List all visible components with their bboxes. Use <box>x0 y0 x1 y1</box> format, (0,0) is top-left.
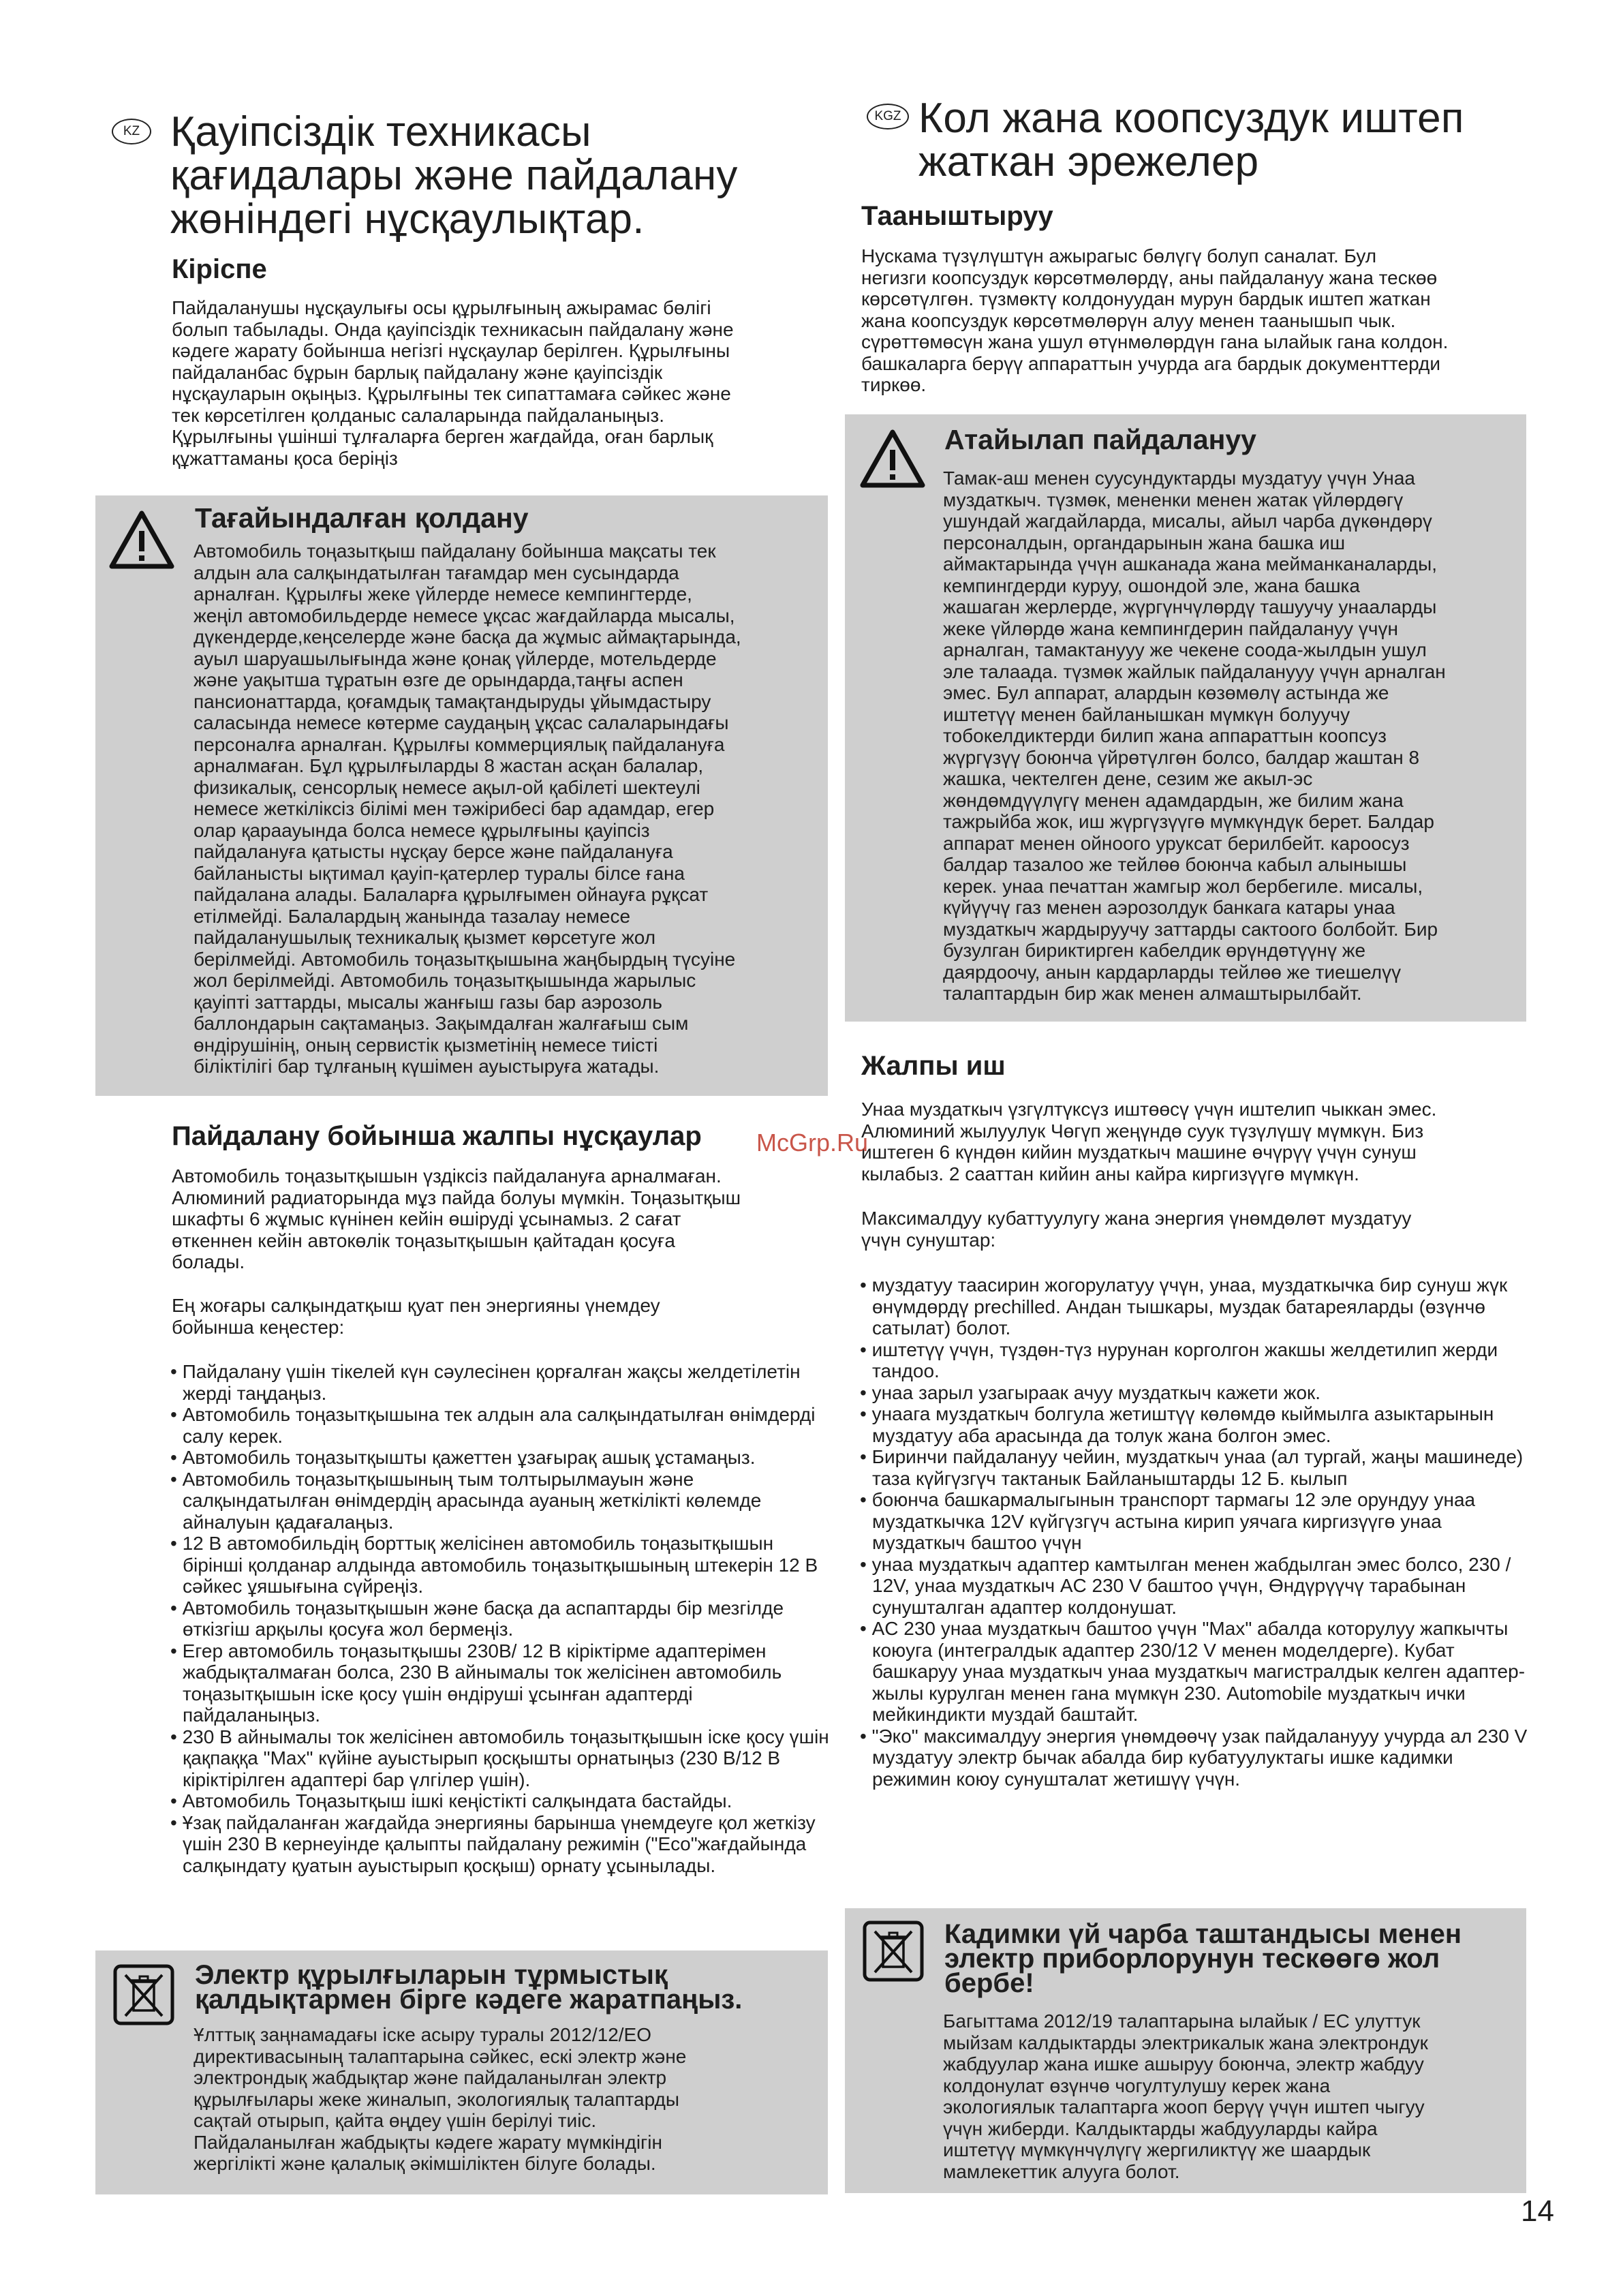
list-item: • боюнча башкармалыгынын транспорт тармагы 12 эле орундуу унаа муздаткычка 12V күйгүзгүч астына кирип уячага киргизүүгө унаа муздаткыч баштоо үчүн <box>860 1489 1534 1554</box>
intended-use-box-kz <box>95 495 828 1096</box>
intended-use-box-kgz <box>845 414 1526 1022</box>
page-number: 14 <box>1521 2194 1554 2228</box>
list-item: • 230 В айнымалы ток желісінен автомобиль тоңазытқышын іске қосу үшін қақпаққа "Max" күйіне ауыстырып қосқышты орнатыңыз (230 В/12 В кіріктірілген адаптері бар үлгілер үшін). <box>170 1726 831 1791</box>
tips-list-kz <box>170 1361 831 1876</box>
list-item: • Биринчи пайдалануу чейин, муздаткыч унаа (ал тургай, жаңы машинеде) таза күйгүзгүч тактанык Байланыштарды 12 Б. кылып <box>860 1446 1534 1489</box>
list-item: • AC 230 унаа муздаткыч баштоо үчүн "Max" абалда которулуу жапкычты коюуга (интегралдык адаптер 230/12 V менен моделдерге). Кубат башкаруу унаа муздаткыч унаа муздаткыч магистралдык келген адаптер-жылы курулган менен гана мүмкүн 230. Automobile муздаткыч ички мейкиндикти муздай баштайт. <box>860 1618 1534 1726</box>
list-item: • Автомобиль тоңазытқышын және басқа да аспаптарды бір мезгілде өткізгіш арқылы қосуға жол бермеңіз. <box>170 1597 831 1640</box>
intro-text-kgz: Нускама түзүлүштүн ажырагыс бөлүгү болуп саналат. Бул негизги коопсуздук көрсөтмөлөрдү, аны пайдалануу жана тескөө көрсөтүлгөн. түзмөктү колдонуудан мурун бардык иштеп жаткан жана коопсуздук көрсөтмөлөрүн алуу менен таанышып чык. сүрөттөмөсүн жана ушул өтүнмөлөрдүн гана ылайык гана колдон. башкаларга берүү аппараттын учурда ага бардык документтерди тиркөө. <box>861 245 1449 395</box>
intended-use-text-kz: Автомобиль тоңазытқыш пайдалану бойынша мақсаты тек алдын ала салқындатылған тағамдар мен сусындарда арналған. Құрылғы жеке үйлерде немесе кемпингтерде, жеңіл автомобильдерде немесе ұқсас жағдайларда мысалы, дүкендерде,кеңселерде және басқа да жұмыс аймақтарында, ауыл шаруашылығында және қонақ үйлерде, мотельдерде және уақытша тұратын өзге де орындарда,таңғы аспен пансионаттарда, қоғамдық тамақтандыруды ұйымдастыру саласында немесе көтерме саудаңың ұқсас салаларындағы персоналға арналған. Құрылғы коммерциялық пайдалануға арналмаған. Бұл құрылғыларды 8 жастан асқан балалар, физикалық, сенсорлық немесе ақыл-ой қабілеті шектеулі немесе жеткіліксіз білімі мен тәжірибесі бар адамдар, егер олар қараауында болса немесе құрылғыны қауіпсіз пайдалануға қатысты нұсқау берсе және пайдалануға байланысты ықтимал қауіп-қатерлер туралы білсе ғана пайдалана алады. Балаларға құрылғымен ойнауға рұқсат етілмейді. Балалардың жанында тазалау немесе пайдаланушылық техникалық қызмет көрсетуге жол берілмейді. Автомобиль тоңазытқышына жаңбырдың түсуіне жол берілмейді. Автомобиль тоңазытқышында жарылыс қауіпті заттарды, мысалы жанғыш газы бар аэрозоль баллондарын сақтамаңыз. Зақымдалған жалғағыш сым өндірушінің, оның сервистік қызметінің немесе тиісті біліктілігі бар тұлғаның күшімен ауыстыруға жатады. <box>194 540 741 1077</box>
intro-heading-kgz: Тааныштыруу <box>861 201 1053 231</box>
weee-heading-kz: Электр құрылғыларын тұрмыстық қалдықтармен бірге кәдеге жаратпаңыз. <box>195 1960 743 2015</box>
weee-box-kz <box>95 1950 828 2194</box>
general-text1-kgz: Унаа муздаткыч үзгүлтүксүз иштөөсү үчүн иштелип чыккан эмес. Алюминий жылуулук Чөгүп жеңүндө суук түзүлүшү мүмкүн. Биз иштеген 6 күндөн кийин муздаткыч машине өчүрүү үчүн сунуш кылабыз. 2 сааттан кийин аны кайра киргизүүгө мүмкүн. <box>861 1099 1437 1184</box>
list-item: • иштетүү үчүн, түздөн-түз нурунан корголгон жакшы желдетилип жерди тандоо. <box>860 1339 1534 1382</box>
intended-use-heading-kz: Тағайындалған қолдану <box>195 502 529 534</box>
intended-use-text-kgz: Тамак-аш менен суусундуктарды муздатуу үчүн Унаа муздаткыч. түзмөк, мененки менен жатак үйлөрдөгү ушундай жагдайларда, мисалы, айыл чарба дүкөндөрү персоналдын, органдарынын жана башка иш аймактарында үчүн ашканада жана мейманканаларды, кемпингдерди куруу, ошондой эле, жана башка жашаган жерлерде, жүргүнчүлөрдү ташуучу унааларды жеке үйлөрдө жана кемпингдерин пайдалануу үчүн арналган, тамактанууу же чекене соода-жылдын ушул эле талаада. түзмөк жайлык пайдаланууу үчүн арналган эмес. Бул аппарат, алардын көзөмөлү астында же иштетүү менен байланышкан мүмкүн болуучу тобокелдиктерди билип жана аппараттын коопсуз жүргүзүү боюнча үйрөтүлгөн болсо, балдар жаштан 8 жашка, чектелген дене, сезим же акыл-эс жөндөмдүүлүгү менен адамдардын, же билим жана тажрыйба жок, иш жүргүзүүгө мүмкүндүк берет. Балдар аппарат менен ойноого уруксат берилбейт. кароосуз балдар тазалоо же тейлөө боюнча кабыл алынышы керек. унаа печаттан жамгыр жол бербегиле. мисалы, күйүүчү газ менен аэрозолдук банкага катары унаа муздаткыч жардыруучу заттарды сактоого болбойт. Бир бузулган бириктирген кабелдик өрүндөтүүнү же даярдоочу, анын кардарларды тейлөө же тиешелүү талаптардын бир жак менен алмаштырылбайт. <box>943 468 1446 1004</box>
weee-text-kgz: Багыттама 2012/19 талаптарына ылайык / ЕС улуттук мыйзам калдыктарды электрикалык жана электрондук жабдуулар жана ишке ашыруу боюнча, электр жабдуу колдонулат өзүнчө чогултулушу керек жана экологиялык талаптарга жооп берүү үчүн иштеп чыгуу үчүн жиберди. Калдыктарды жабдууларды кайра иштетүү мүмкүнчүлүгү жергиликтүү же шаардык мамлекеттик алууга болот. <box>943 2010 1428 2182</box>
general-text2-kgz: Максималдуу кубаттуулугу жана энергия үнөмдөлөт муздатуу үчүн сунуштар: <box>861 1208 1412 1251</box>
list-item: • Автомобиль тоңазытқышының тым толтырылмауын және салқындатылған өнімдердің арасында ауаның жеткілікті көлемде айналуын қадағалаңыз. <box>170 1469 831 1533</box>
list-item: • Пайдалану үшін тікелей күн сәулесінен қорғалған жақсы желдетілетін жерді таңдаңыз. <box>170 1361 831 1404</box>
list-item: • унаа муздаткыч адаптер камтылган менен жабдылган эмес болсо, 230 / 12V, унаа муздаткыч AC 230 V баштоо үчүн, Өндүрүүчү тарабынан сунушталган адаптер колдонушат. <box>860 1554 1534 1619</box>
warning-triangle-icon <box>860 429 925 488</box>
intended-use-heading-kgz: Атайылап пайдалануу <box>944 424 1256 455</box>
language-badge-kz <box>112 119 151 144</box>
tips-list-kgz <box>860 1274 1534 1790</box>
language-badge-label: KZ <box>123 124 140 138</box>
list-item: • муздатуу таасирин жогорулатуу үчүн, унаа, муздаткычка бир сунуш жүк өнүмдөрдү prechilled. Андан тышкары, муздак батареяларды (өзүнчө сатылат) болот. <box>860 1274 1534 1339</box>
list-item: • Автомобиль тоңазытқышына тек алдын ала салқындатылған өнімдерді салу керек. <box>170 1404 831 1447</box>
list-item: • унаага муздаткыч болгула жетиштүү көлөмдө кыймылга азыктарынын муздатуу аба арасында да толук жана болгон эмес. <box>860 1403 1534 1446</box>
list-item: • Егер автомобиль тоңазытқышы 230В/ 12 В кіріктірме адаптерімен жабдықталмаған болса, 230 В айнымалы ток желісінен автомобиль тоңазытқышын іске қосу үшін өндіруші ұсынған адаптерді пайдаланыңыз. <box>170 1640 831 1726</box>
warning-triangle-icon <box>109 510 174 569</box>
general-text1-kz: Автомобиль тоңазытқышын үздіксіз пайдалануға арналмаған. Алюминий радиаторында мұз пайда болуы мүмкін. Тоңазытқыш шкафты 6 жұмыс күнінен кейін өшіруді ұсынамыз. 2 сағат өткеннен кейін автокөлік тоңазытқышын қайтадан қосуға болады. <box>172 1165 741 1272</box>
list-item: • "Эко" максималдуу энергия үнөмдөөчү узак пайдаланууу учурда ал 230 V муздатуу электр бычак абалда бир кубатуулуктагы ишке кадимки режимин коюу сунушталат жетишүү үчүн. <box>860 1726 1534 1790</box>
page-title-kgz: Кол жана коопсуздук иштеп жаткан эрежелер <box>918 95 1464 185</box>
weee-heading-kgz: Кадимки үй чарба таштандысы менен электр приборлорунун тескөөгө жол бербе! <box>944 1919 1462 1998</box>
page-title-kz: Қауіпсіздік техникасы қағидалары және пайдалану жөніндегі нұсқаулықтар. <box>170 108 738 243</box>
weee-box-kgz <box>845 1908 1526 2193</box>
language-badge-kgz <box>867 104 909 129</box>
list-item: • Ұзақ пайдаланған жағдайда энергияны барынша үнемдеуге қол жеткізу үшін 230 В кернеуінде қалыпты пайдалану режимін ("Eco"жағдайында салқындату қуатын ауыстырып қосқыш) орнату ұсынылады. <box>170 1812 831 1877</box>
crossed-bin-icon <box>113 1964 174 2025</box>
general-text2-kz: Ең жоғары салқындатқыш қуат пен энергияны үнемдеу бойынша кеңестер: <box>172 1295 660 1338</box>
list-item: • Автомобиль Тоңазытқыш ішкі кеңістікті салқындата бастайды. <box>170 1790 831 1812</box>
weee-text-kz: Ұлттық заңнамадағы іске асыру туралы 2012/12/ЕО директивасының талаптарына сәйкес, ескі электр және электрондық жабдықтар және пайдаланылған электр құрылғылары жеке жиналып, экологиялық талаптарды сақтай отырып, қайта өңдеу үшін берілуі тиіс. Пайдаланылған жабдықты кәдеге жарату мүмкіндігін жергілікті және қалалық әкімшіліктен білуге болады. <box>194 2024 687 2174</box>
language-badge-label: KGZ <box>874 109 901 123</box>
crossed-bin-icon <box>863 1920 924 1982</box>
watermark: McGrp.Ru <box>756 1129 869 1157</box>
general-heading-kgz: Жалпы иш <box>861 1051 1006 1081</box>
list-item: • унаа зарыл узагыраак ачуу муздаткыч кажети жок. <box>860 1382 1534 1404</box>
intro-heading-kz: Кіріспе <box>172 254 267 284</box>
general-heading-kz: Пайдалану бойынша жалпы нұсқаулар <box>172 1121 702 1151</box>
intro-text-kz: Пайдаланушы нұсқаулығы осы құрылғының ажырамас бөлігі болып табылады. Онда қауіпсіздік техникасын пайдалану және кәдеге жарату бойынша негізгі нұсқаулар берілген. Құрылғыны пайдаланбас бұрын барлық пайдалану және қауіпсіздік нұсқауларын оқыңыз. Құрылғыны тек сипаттамаға сәйкес және тек көрсетілген қолданыс салаларында пайдаланыңыз. Құрылғыны үшінші тұлғаларға берген жағдайда, оған барлық құжаттаманы қоса беріңіз <box>172 297 734 469</box>
list-item: • 12 В автомобильдің борттық желісінен автомобиль тоңазытқышын бірінші қолданар алдында автомобиль тоңазытқышының штекерін 12 В сәйкес ұяшығына сүйреңіз. <box>170 1533 831 1597</box>
list-item: • Автомобиль тоңазытқышты қажеттен ұзағырақ ашық ұстамаңыз. <box>170 1447 831 1469</box>
